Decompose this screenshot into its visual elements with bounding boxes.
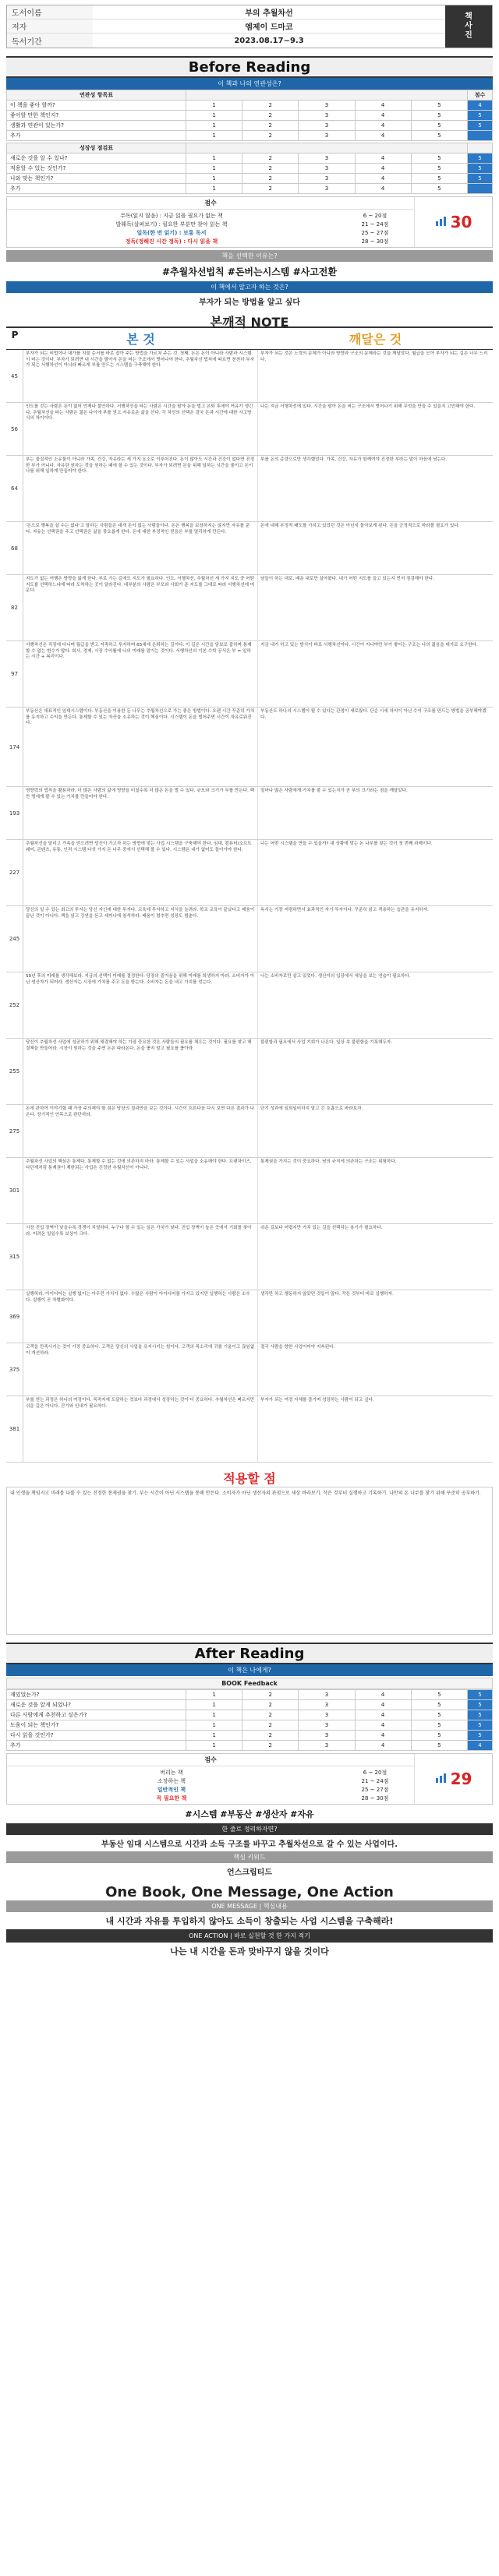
result-range: 25 ~ 27점: [361, 1786, 389, 1793]
note-page: 45: [6, 350, 23, 402]
see-col-head: 본 것: [126, 332, 155, 347]
rating-option[interactable]: 5: [411, 131, 467, 141]
note-seen: 부는 물질적인 소유물이 아니라 가족, 건강, 자유라는 세 가지 요소로 이루어진다. 돈이 많아도 시간과 건강이 없다면 진정한 부가 아니다. 자유란 원하는 것을 원하는 때에 할 수 있는 것이다. 부자가 되려면 돈을 위해 일하는 시간을 줄이고 돈이 나를 위해 일하게 만들어야 한다.: [23, 456, 258, 521]
note-seen: 고객을 만족시키는 것이 가장 중요하다. 고객은 당신의 사업을 유지시키는 힘이다. 고객의 목소리에 귀를 기울이고 끊임없이 개선하라.: [23, 1343, 258, 1396]
rating-row: [7, 121, 493, 131]
relevance-table: [6, 90, 493, 141]
rating-option[interactable]: 3: [299, 101, 355, 111]
rating-row: [7, 1700, 493, 1710]
note-row: [6, 1290, 493, 1343]
note-page: 68: [6, 522, 23, 574]
rating-option[interactable]: 4: [355, 1731, 411, 1741]
note-row: [6, 522, 493, 575]
rating-option[interactable]: 2: [242, 121, 299, 131]
result-range: 6 ~ 20점: [363, 1769, 388, 1776]
note-seen: 부자가 되는 비법이나 대가를 지불 순서를 바로 잡아 주는 방법을 가르쳐 주는 것. 첫째, 돈은 돈이 아니라 사람과 시스템이 버는 것이다. 부자가 되려면 내 시간을 팔아서 돈을 버는 구조에서 벗어나야 한다. 추월차선 법칙에 따르면 천천히 부자가 되는 서행차선이 아니라 빠르게 부를 만드는 시스템을 구축해야 한다.: [23, 350, 258, 402]
result-label: 발췌독(살펴보기) : 필요한 부분만 찾아 읽는 책: [115, 221, 228, 228]
info-value: 엠제이 드마코: [245, 23, 293, 32]
note-realized: 얼마나 많은 사람에게 가치를 줄 수 있는지가 곧 부의 크기라는 점을 깨달았다.: [260, 789, 408, 793]
keyword-bar: 핵심 키워드: [6, 1851, 493, 1863]
total-score: 30: [450, 213, 472, 231]
rating-option[interactable]: 1: [186, 1720, 242, 1731]
rating-row: [7, 101, 493, 111]
apply-title: 적용할 점: [223, 1471, 276, 1486]
question-bar: 이 책에서 알고자 하는 것은?: [6, 281, 493, 293]
result-range: 28 ~ 30점: [361, 1794, 389, 1801]
rating-option[interactable]: 2: [242, 1690, 299, 1700]
note-page: 275: [6, 1105, 23, 1157]
action-bar: ONE ACTION | 바로 실천할 것 한 가지 적기: [6, 1929, 493, 1943]
rating-option[interactable]: 3: [299, 1690, 355, 1700]
note-page: 381: [6, 1396, 23, 1462]
rating-option[interactable]: 3: [299, 131, 355, 141]
rating-row: [7, 184, 493, 194]
note-row: [6, 456, 493, 522]
rating-question: 새로운 것을 알게 되었나?: [7, 1700, 186, 1710]
chart-icon: [435, 217, 448, 228]
result-line: [7, 1785, 414, 1794]
rating-score: 5: [468, 1731, 493, 1741]
note-realized: 나는 소비자로만 살고 있었다. 생산자의 입장에서 세상을 보는 연습이 필요하다.: [260, 974, 411, 979]
rating-score: 5: [468, 174, 493, 184]
note-realized: 나는 지금 서행차선에 있다. 시간을 팔아 돈을 버는 구조에서 벗어나기 위해 무엇을 만들 수 있을지 고민해야 한다.: [260, 404, 476, 409]
note-row: [6, 1396, 493, 1463]
rating-option[interactable]: 3: [299, 174, 355, 184]
result-title: 점수: [7, 1754, 414, 1766]
rating-option[interactable]: 4: [355, 131, 411, 141]
before-reading-title: Before Reading: [6, 56, 493, 78]
rating-option[interactable]: 5: [411, 111, 467, 121]
table-head: 연관성 항목표: [7, 90, 186, 101]
rating-option[interactable]: 2: [242, 1741, 299, 1751]
note-page: 375: [6, 1343, 23, 1396]
note-row: [6, 403, 493, 456]
rating-option[interactable]: 4: [355, 154, 411, 164]
rating-option[interactable]: 2: [242, 1720, 299, 1731]
rating-question: 나와 맞는 책인가?: [7, 174, 186, 184]
rating-option[interactable]: 4: [355, 1720, 411, 1731]
rating-question: 추가: [7, 184, 186, 194]
note-realized: 남들이 하는 대로, 배운 대로만 살아왔다. 내가 어떤 지도를 들고 있는지 먼저 점검해야 한다.: [260, 577, 434, 581]
rating-option[interactable]: 5: [411, 1690, 467, 1700]
rating-option[interactable]: 1: [186, 121, 242, 131]
info-row: [7, 19, 445, 34]
note-header: [6, 328, 493, 350]
rating-question: 이 책을 좋아 할까?: [7, 101, 186, 111]
before-result-box: [6, 196, 493, 248]
rating-option[interactable]: 2: [242, 1700, 299, 1710]
rating-score: 4: [468, 101, 493, 111]
rating-option[interactable]: 1: [186, 1731, 242, 1741]
note-seen: 부동산은 대표적인 임대시스템이다. 부동산을 이용한 돈 나무는 추월차선으로 가는 좋은 방법이다. 오랜 시간 꾸준히 가치를 유지하고 수익을 만든다. 통제할 수 있는 자산을 소유하는 것이 핵심이다. 시스템이 돈을 벌어주면 시간이 자유로워진다.: [23, 708, 258, 786]
hashtags: #추월차선법칙 #돈버는시스템 #사고전환: [162, 266, 337, 277]
note-row: [6, 350, 493, 403]
result-label: 일독(한 번 읽기) : 보통 독서: [136, 229, 207, 236]
page-col-head: P: [11, 330, 19, 341]
rating-question: 다시 읽을 것인가?: [7, 1731, 186, 1741]
rating-option[interactable]: 4: [355, 164, 411, 174]
keyword-text: 언스크립티드: [227, 1868, 272, 1877]
rating-option[interactable]: 4: [355, 1690, 411, 1700]
total-score: 29: [450, 1770, 472, 1788]
rating-option[interactable]: 1: [186, 101, 242, 111]
book-info-header: [6, 5, 493, 48]
rating-option[interactable]: 5: [411, 121, 467, 131]
info-row: [7, 34, 445, 48]
rating-row: [7, 154, 493, 164]
message-bar: ONE MESSAGE | 핵심내용: [6, 1900, 493, 1912]
note-page: 193: [6, 787, 23, 839]
note-seen: 부를 얻는 과정은 하나의 여정이다. 목적지에 도달하는 것보다 과정에서 성장하는 것이 더 중요하다. 추월차선은 빠르지만 쉬운 길은 아니다. 끈기와 인내가 필요하다.: [23, 1396, 258, 1462]
rating-question: 좋아할 만한 책인지?: [7, 111, 186, 121]
result-range: 6 ~ 20점: [363, 212, 388, 219]
rating-option[interactable]: 3: [299, 164, 355, 174]
note-row: [6, 972, 493, 1039]
logo-char: 사: [465, 22, 472, 30]
one-line-bar: 한 줄로 정리하자면?: [6, 1823, 493, 1835]
book-photo: [445, 5, 492, 48]
rating-score: 5: [468, 121, 493, 131]
growth-table: [6, 143, 493, 194]
before-reading-subbar: 이 책과 나의 연관성은?: [6, 78, 493, 90]
rating-option[interactable]: 1: [186, 174, 242, 184]
note-row: [6, 1039, 493, 1105]
note-page: 369: [6, 1290, 23, 1343]
realize-col-head: 깨달은 것: [349, 332, 402, 347]
rating-option[interactable]: 3: [299, 1700, 355, 1710]
note-seen: 실행하라. 아이디어는 실행 없이는 아무런 가치가 없다. 수많은 사람이 아이디어를 가지고 있지만 실행하는 사람은 소수다. 실행이 곧 차별화이다.: [23, 1290, 258, 1343]
rating-question: 재밌었는가?: [7, 1690, 186, 1700]
note-page: 56: [6, 403, 23, 455]
result-range: 25 ~ 27점: [361, 229, 389, 236]
question-text: 부자가 되는 방법을 알고 싶다: [199, 298, 300, 307]
after-hashtags: #시스템 #부동산 #생산자 #자유: [185, 1809, 314, 1819]
rating-option[interactable]: 1: [186, 164, 242, 174]
note-seen: 시장 진입 장벽이 낮을수록 경쟁이 치열하다. 누구나 할 수 있는 일은 가치가 낮다. 진입 장벽이 높은 곳에서 기회를 찾아라. 어려운 일일수록 보상이 크다.: [23, 1224, 258, 1290]
rating-row: [7, 131, 493, 141]
result-line: [7, 220, 414, 228]
rating-option[interactable]: 4: [355, 174, 411, 184]
rating-option[interactable]: 4: [355, 101, 411, 111]
rating-option[interactable]: 3: [299, 1741, 355, 1751]
info-value: 부의 추월차선: [245, 9, 293, 18]
result-range: 21 ~ 24점: [361, 1777, 389, 1784]
after-result-box: [6, 1753, 493, 1805]
note-row: [6, 787, 493, 840]
rating-option[interactable]: 1: [186, 1700, 242, 1710]
note-seen: '돈으로 행복을 살 수는 없다'고 말하는 사람들은 대개 돈이 없는 사람들이다. 돈은 행복을 보장하지는 않지만 자유를 준다. 자유는 선택권을 주고 선택권은 삶을 풍요롭게 한다. 돈에 대한 부정적인 믿음은 부를 멀리하게 만든다.: [23, 522, 258, 574]
rating-option[interactable]: 5: [411, 1741, 467, 1751]
feedback-title: BOOK Feedback: [6, 1678, 493, 1689]
rating-option[interactable]: 2: [242, 101, 299, 111]
rating-option[interactable]: 5: [411, 1720, 467, 1731]
rating-row: [7, 1731, 493, 1741]
rating-option[interactable]: 4: [355, 1741, 411, 1751]
rating-option[interactable]: 3: [299, 111, 355, 121]
note-realized: 결국 사람을 향한 사업이어야 지속된다.: [260, 1345, 335, 1350]
note-realized: 부동산도 하나의 시스템이 될 수 있다는 관점이 새로웠다. 단순 시세 차익이 아닌 수익 구조를 만드는 방법을 공부해야겠다.: [260, 709, 487, 720]
info-value: 2023.08.17~9.3: [234, 36, 304, 45]
result-line: [7, 237, 414, 245]
feedback-table: [6, 1689, 493, 1751]
logo-char: 책: [465, 12, 472, 21]
logo-char: 진: [465, 31, 472, 40]
rating-question: 추가: [7, 131, 186, 141]
rating-score: [468, 131, 493, 141]
rating-question: 새로운 것을 알 수 있나?: [7, 154, 186, 164]
rating-option[interactable]: 2: [242, 154, 299, 164]
result-label: 소장하는 책: [157, 1777, 186, 1784]
note-seen: 당신이 추월차선 사업에 성공하기 위해 해결해야 하는 가장 중요한 것은 사람들의 필요를 채우는 것이다. 필요를 찾고 해결책을 만들어라. 시장이 원하는 것을 주면 돈은 따라온다. 돈을 좇지 말고 필요를 좇아라.: [23, 1039, 258, 1104]
rating-option[interactable]: 1: [186, 1741, 242, 1751]
note-row: [6, 906, 493, 972]
rating-option[interactable]: 3: [299, 184, 355, 194]
rating-option[interactable]: 5: [411, 1710, 467, 1720]
rating-option[interactable]: 1: [186, 1710, 242, 1720]
rating-option[interactable]: 4: [355, 184, 411, 194]
rating-option[interactable]: 3: [299, 154, 355, 164]
rating-option[interactable]: 2: [242, 164, 299, 174]
note-page: 252: [6, 972, 23, 1038]
note-rows: [6, 350, 493, 1463]
note-row: [6, 1158, 493, 1224]
why-bar: 책을 선택한 이유는?: [6, 250, 493, 262]
result-line: [7, 1794, 414, 1802]
note-page: 82: [6, 575, 23, 640]
after-total-score: [414, 1754, 492, 1804]
note-realized: 부자가 되는 것은 노력의 문제가 아니라 방향과 구조의 문제라는 것을 깨달았다. 월급을 모아 부자가 되는 길은 너무 느리다.: [260, 351, 488, 362]
rating-option[interactable]: 1: [186, 184, 242, 194]
rating-row: [7, 1710, 493, 1720]
result-line: [7, 228, 414, 237]
rating-row: [7, 174, 493, 184]
rating-score: 5: [468, 1690, 493, 1700]
result-line: [7, 1777, 414, 1785]
before-total-score: [414, 197, 492, 247]
note-seen: 인도를 걷는 사람은 돈이 없어 언제나 불안하다. 서행차선을 타는 사람은 시간을 팔아 돈을 벌고 은퇴 후에야 여유가 생긴다. 추월차선을 타는 사람은 젊은 나이에 부를 얻고 자유로운 삶을 산다. 각 차선의 선택은 결국 돈과 시간에 대한 사고방식의 차이이다.: [23, 403, 258, 455]
rating-option[interactable]: 4: [355, 1700, 411, 1710]
note-seen: 돈에 관하여 이야기할 때 가장 주의해야 할 점은 당장의 결과만을 보는 것이다. 시간이 흐른다음 다시 보면 다른 결과가 나온다. 장기적인 안목으로 판단하라.: [23, 1105, 258, 1157]
note-title: 본깨적 NOTE: [6, 312, 493, 328]
rating-option[interactable]: 2: [242, 174, 299, 184]
one-action: 나는 내 시간을 돈과 맞바꾸지 않을 것이다: [170, 1946, 329, 1957]
note-row: [6, 1105, 493, 1158]
rating-row: [7, 1690, 493, 1700]
note-seen: 50년 후의 미래를 생각해보라. 지금의 선택이 미래를 결정한다. 당장의 즐거움을 위해 미래를 희생하지 마라. 소비자가 아닌 생산자가 되어라. 생산자는 시장에 가치를 주고 돈을 받는다. 소비자는 돈을 내고 가치를 얻는다.: [23, 972, 258, 1038]
note-realized: 지금 내가 하고 있는 방식이 바로 서행차선이다. 시간이 지나야만 부가 쌓이는 구조는 나의 젊음을 대가로 요구한다.: [260, 643, 478, 648]
rating-score: 4: [468, 1741, 493, 1751]
note-page: 174: [6, 708, 23, 786]
info-label: 저자: [7, 19, 93, 33]
rating-option[interactable]: 2: [242, 131, 299, 141]
rating-option[interactable]: 3: [299, 121, 355, 131]
note-realized: 독서는 가장 저렴하면서 효과적인 자기 투자이다. 꾸준히 읽고 적용하는 습관을 유지하자.: [260, 908, 429, 912]
result-line: [7, 1768, 414, 1777]
note-page: 64: [6, 456, 23, 521]
rating-option[interactable]: 1: [186, 131, 242, 141]
result-label: 일반적인 책: [157, 1786, 186, 1793]
rating-option[interactable]: 2: [242, 1731, 299, 1741]
info-label: 독서기간: [7, 34, 93, 48]
rating-option[interactable]: 3: [299, 1731, 355, 1741]
apply-text: 내 인생을 책임지고 미래를 다룰 수 있는 진정한 통제권을 찾기. 부는 시간이 아닌 시스템을 통해 만든다. 소비자가 아닌 생산자의 관점으로 세상 바라보기. 작은 것부터 실행하고 기록하기. 나만의 돈 나무를 찾기 위해 꾸준히 공부하기.: [6, 1487, 493, 1635]
note-realized: 부를 돈의 총량으로만 생각했었다. 가족, 건강, 자유가 함께여야 진정한 부라는 말이 마음에 남는다.: [260, 457, 448, 462]
note-page: 97: [6, 641, 23, 707]
rating-score: 5: [468, 1700, 493, 1710]
rating-row: [7, 164, 493, 174]
rating-score: 5: [468, 111, 493, 121]
rating-score: 5: [468, 1720, 493, 1731]
note-row: [6, 1343, 493, 1396]
note-realized: 부자가 되는 여정 자체를 즐기며 성장하는 사람이 되고 싶다.: [260, 1398, 374, 1403]
note-seen: 지도가 없는 여행은 방향을 잃게 한다. 부로 가는 길에도 지도가 필요하다. 인도, 서행차선, 추월차선 세 가지 지도 중 어떤 지도를 선택하느냐에 따라 도착하는 곳이 달라진다. 대부분의 사람은 부모와 사회가 준 지도를 그대로 따라 서행차선에 머문다.: [23, 575, 258, 640]
note-seen: 영향력의 법칙을 활용하라. 더 많은 사람의 삶에 영향을 미칠수록 더 많은 돈을 벌 수 있다. 규모와 크기가 부를 만든다. 백만 명에게 팔 수 있는 가치를 만들어야 한다.: [23, 787, 258, 839]
rating-option[interactable]: 5: [411, 101, 467, 111]
rating-row: [7, 1741, 493, 1751]
rating-option[interactable]: 2: [242, 1710, 299, 1720]
note-realized: 돈에 대해 부정적 태도를 가지고 있었던 것은 아닌지 돌아보게 된다. 돈을 긍정적으로 바라볼 필요가 있다.: [260, 524, 460, 528]
note-seen: 당신의 일 수 있는 최고의 투자는 당신 자신에 대한 투자다. 교육에 투자하고 지식을 늘려라. 학교 교육이 끝났다고 배움이 끝난 것이 아니다. 책을 읽고 강연을 듣고 세미나에 참석하라. 배움이 멈추면 성장도 멈춘다.: [23, 906, 258, 972]
info-label: 도서이름: [7, 5, 93, 19]
note-row: [6, 708, 493, 787]
rating-row: [7, 111, 493, 121]
chart-icon: [435, 1773, 448, 1784]
result-range: 28 ~ 30점: [361, 238, 389, 245]
table-head: 성장성 점검표: [7, 143, 186, 154]
info-row: [7, 5, 445, 19]
result-range: 21 ~ 24점: [361, 221, 389, 228]
note-page: 245: [6, 906, 23, 972]
rating-score: 5: [468, 164, 493, 174]
note-page: 255: [6, 1039, 23, 1104]
note-realized: 단기 성과에 일희일비하지 말고 긴 호흡으로 바라보자.: [260, 1106, 363, 1111]
note-seen: 추월차선을 달리고 가속을 얻으려면 당신이 가고자 하는 방향에 맞는 사업 시스템을 구축해야 한다. 임대, 컴퓨터/소프트웨어, 콘텐츠, 유통, 인적 시스템 다섯 가지 돈 나무 중에서 선택해 볼 수 있다. 시스템은 내가 없어도 돌아가야 한다.: [23, 840, 258, 905]
feedback-box: [6, 1678, 493, 1751]
note-page: 315: [6, 1224, 23, 1290]
rating-option[interactable]: 1: [186, 111, 242, 121]
rating-option[interactable]: 2: [242, 184, 299, 194]
table-head: 점수: [468, 90, 493, 101]
rating-option[interactable]: 5: [411, 154, 467, 164]
rating-score: [468, 184, 493, 194]
note-row: [6, 641, 493, 708]
note-page: 227: [6, 840, 23, 905]
note-realized: 통제권을 가지는 것이 중요하다. 남의 규칙에 의존하는 구조는 위험하다.: [260, 1159, 397, 1164]
note-row: [6, 575, 493, 641]
after-reading-subbar: 이 책은 나에게?: [6, 1664, 493, 1676]
rating-option[interactable]: 1: [186, 1690, 242, 1700]
note-row: [6, 1224, 493, 1290]
result-label: 꼭 필요한 책: [156, 1794, 187, 1801]
result-label: 버리는 책: [160, 1769, 183, 1776]
rating-option[interactable]: 4: [355, 121, 411, 131]
rating-option[interactable]: 5: [411, 1700, 467, 1710]
note-page: 301: [6, 1158, 23, 1223]
rating-question: 생활과 연관이 있는가?: [7, 121, 186, 131]
rating-question: 적용할 수 있는 것인가?: [7, 164, 186, 174]
note-realized: 쉬운 길보다 어렵지만 가치 있는 길을 선택하는 용기가 필요하다.: [260, 1226, 383, 1230]
rating-option[interactable]: 5: [411, 1731, 467, 1741]
note-realized: 불편함과 필요에서 사업 기회가 나온다. 일상 속 불편함을 기록해두자.: [260, 1040, 393, 1045]
rating-score: 5: [468, 1710, 493, 1720]
rating-option[interactable]: 1: [186, 154, 242, 164]
note-row: [6, 840, 493, 906]
after-reading-title: After Reading: [6, 1643, 493, 1664]
rating-option[interactable]: 3: [299, 1710, 355, 1720]
result-title: 점수: [7, 197, 414, 210]
rating-option[interactable]: 4: [355, 111, 411, 121]
note-seen: 서행차선은 직장에 다니며 월급을 받고 저축하고 투자하며 65세에 은퇴하는 길이다. 이 길은 시간을 담보로 잡히며 통제할 수 없는 변수가 많다. 회사, 경제, 시장 수익률에 나의 미래를 맡기는 것이다. 서행차선의 기본 수학 공식은 부 = 일하는 시간 + 복리이다.: [23, 641, 258, 707]
note-realized: 생각만 하고 행동하지 않았던 것들이 많다. 작은 것부터 바로 실행하자.: [260, 1292, 394, 1297]
rating-score: 5: [468, 154, 493, 164]
rating-row: [7, 1720, 493, 1731]
rating-option[interactable]: 5: [411, 184, 467, 194]
rating-option[interactable]: 4: [355, 1710, 411, 1720]
rating-option[interactable]: 3: [299, 1720, 355, 1731]
result-label: 무독(읽지 않음) : 지금 읽을 필요가 없는 책: [120, 212, 223, 219]
bottom-title: One Book, One Message, One Action: [105, 1884, 394, 1900]
rating-question: 추가: [7, 1741, 186, 1751]
rating-option[interactable]: 2: [242, 111, 299, 121]
rating-option[interactable]: 5: [411, 164, 467, 174]
result-label: 정독(정해진 시간 정독) : 다시 읽을 책: [125, 238, 218, 245]
one-message: 내 시간과 자유를 투입하지 않아도 소득이 창출되는 사업 시스템을 구축해라!: [105, 1916, 394, 1926]
rating-option[interactable]: 5: [411, 174, 467, 184]
rating-question: 다른 사람에게 추천하고 싶은가?: [7, 1710, 186, 1720]
rating-question: 도움이 되는 책인가?: [7, 1720, 186, 1731]
note-realized: 나는 어떤 시스템을 만들 수 있을까? 내 상황에 맞는 돈 나무를 찾는 것이 첫 번째 과제이다.: [260, 842, 433, 846]
result-line: [7, 211, 414, 220]
note-seen: 추월차선 사업의 핵심은 통제다. 통제할 수 없는 것에 의존하지 마라. 통제할 수 있는 사업을 소유해야 한다. 프랜차이즈, 다단계처럼 통제권이 제한되는 사업은 진정한 추월차선이 아니다.: [23, 1158, 258, 1223]
one-line-summary: 부동산 임대 시스템으로 시간과 소득 구조를 바꾸고 추월차선으로 갈 수 있는 사업이다.: [101, 1840, 398, 1849]
